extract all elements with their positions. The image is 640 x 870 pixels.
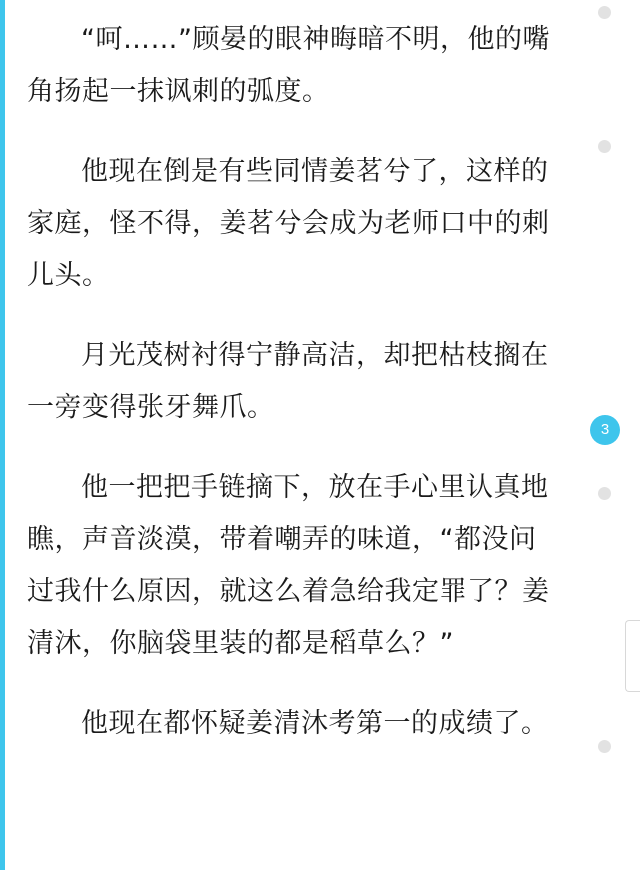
- scroll-dot[interactable]: [598, 6, 611, 19]
- paragraph: 他一把把手链摘下，放在手心里认真地瞧，声音淡漠，带着嘲弄的味道，“都没问过我什么原因，就这么着急给我定罪了？姜清沐，你脑袋里装的都是稻草么？”: [27, 472, 550, 659]
- paragraph: 月光茂树衬得宁静高洁，却把枯枝搁在一旁变得张牙舞爪。: [27, 340, 549, 423]
- scroll-dot[interactable]: [598, 140, 611, 153]
- paragraph: 他现在都怀疑姜清沐考第一的成绩了。: [81, 708, 549, 739]
- edge-panel-handle[interactable]: [625, 620, 640, 692]
- scroll-dot[interactable]: [598, 487, 611, 500]
- paragraph: “呵……”顾晏的眼神晦暗不明，他的嘴角扬起一抹讽刺的弧度。: [27, 24, 550, 107]
- paragraph: 他现在倒是有些同情姜茗兮了，这样的家庭，怪不得，姜茗兮会成为老师口中的刺儿头。: [27, 156, 550, 291]
- scroll-dot[interactable]: [598, 740, 611, 753]
- page-marker-badge[interactable]: 3: [590, 415, 620, 445]
- reader-content: [5, 0, 580, 870]
- right-gutter: [580, 0, 640, 870]
